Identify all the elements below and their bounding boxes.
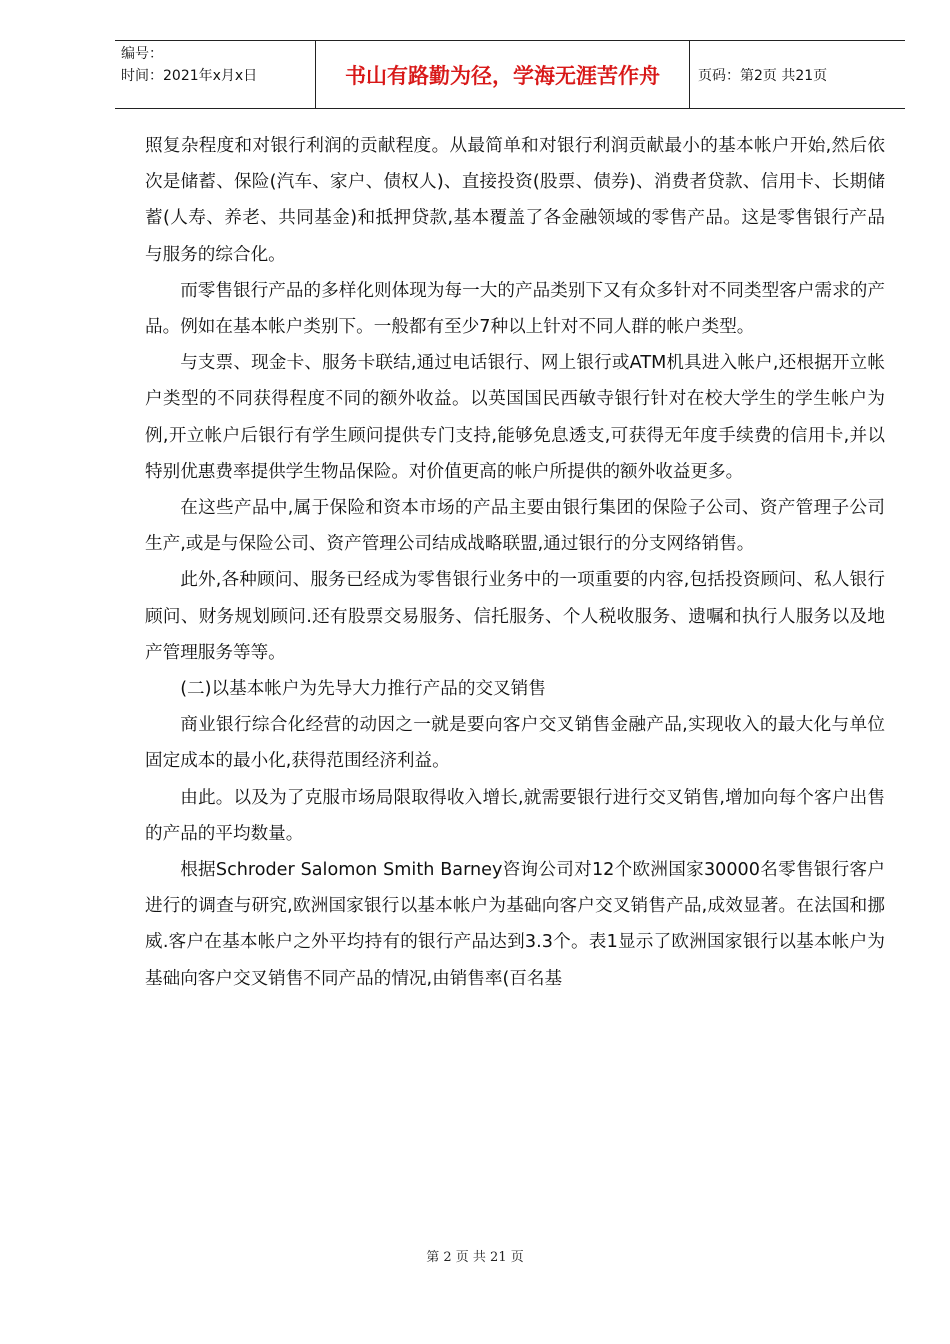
header-meta [115,41,316,108]
paragraph: 由此。以及为了克服市场局限取得收入增长,就需要银行进行交叉销售,增加向每个客户出售的产品的平均数量。 [145,787,885,844]
number-label: 编号： [121,46,163,62]
paragraph: 根据Schroder Salomon Smith Barney咨询公司对12个欧洲国家30000名零售银行客户进行的调查与研究,欧洲国家银行以基本帐户为基础向客户交叉销售产品,成效显著。在法国和挪威.客户在基本帐户之外平均持有的银行产品达到3.3个。表1显示了欧洲国家银行以基本帐户为基础向客户交叉销售不同产品的情况,由销售率(百名基 [145,860,885,989]
section-heading: (二)以基本帐户为先导大力推行产品的交叉销售 [180,679,546,700]
header-motto: 书山有路勤为径，学海无涯苦作舟 [316,41,690,108]
paragraph: 与支票、现金卡、服务卡联结,通过电话银行、网上银行或ATM机具进入帐户,还根据开立帐户类型的不同获得程度不同的额外收益。以英国国民西敏寺银行针对在校大学生的学生帐户为例,开立帐户后银行有学生顾问提供专门支持,能够免息透支,可获得无年度手续费的信用卡,并以特别优惠费率提供学生物品保险。对价值更高的帐户所提供的额外收益更多。 [145,353,885,482]
paragraph: 商业银行综合化经营的动因之一就是要向客户交叉销售金融产品,实现收入的最大化与单位固定成本的最小化,获得范围经济利益。 [145,715,885,772]
header-page-label: 页码：第2页 共21页 [698,67,828,84]
paragraph: 此外,各种顾问、服务已经成为零售银行业务中的一项重要的内容,包括投资顾问、私人银行顾问、财务规划顾问.还有股票交易服务、信托服务、个人税收服务、遗嘱和执行人服务以及地产管理服务等等。 [145,570,885,663]
time-label: 时间：2021年x月x日 [121,68,258,84]
paragraph: 而零售银行产品的多样化则体现为每一大的产品类别下又有众多针对不同类型客户需求的产品。例如在基本帐户类别下。一般都有至少7种以上针对不同人群的帐户类型。 [145,280,885,338]
paragraph: 在这些产品中,属于保险和资本市场的产品主要由银行集团的保险子公司、资产管理子公司生产,或是与保险公司、资产管理公司结成战略联盟,通过银行的分支网络销售。 [145,498,885,555]
page-footer: 第 2 页 共 21 页 [426,1250,524,1265]
paragraph: 照复杂程度和对银行利润的贡献程度。从最简单和对银行利润贡献最小的基本帐户开始,然后依次是储蓄、保险(汽车、家户、债权人)、直接投资(股票、债券)、消费者贷款、信用卡、长期储蓄(人寿、养老、共同基金)和抵押贷款,基本覆盖了各金融领域的零售产品。这是零售银行产品与服务的综合化。 [145,136,885,265]
page-header [115,40,905,109]
document-body [145,128,885,997]
